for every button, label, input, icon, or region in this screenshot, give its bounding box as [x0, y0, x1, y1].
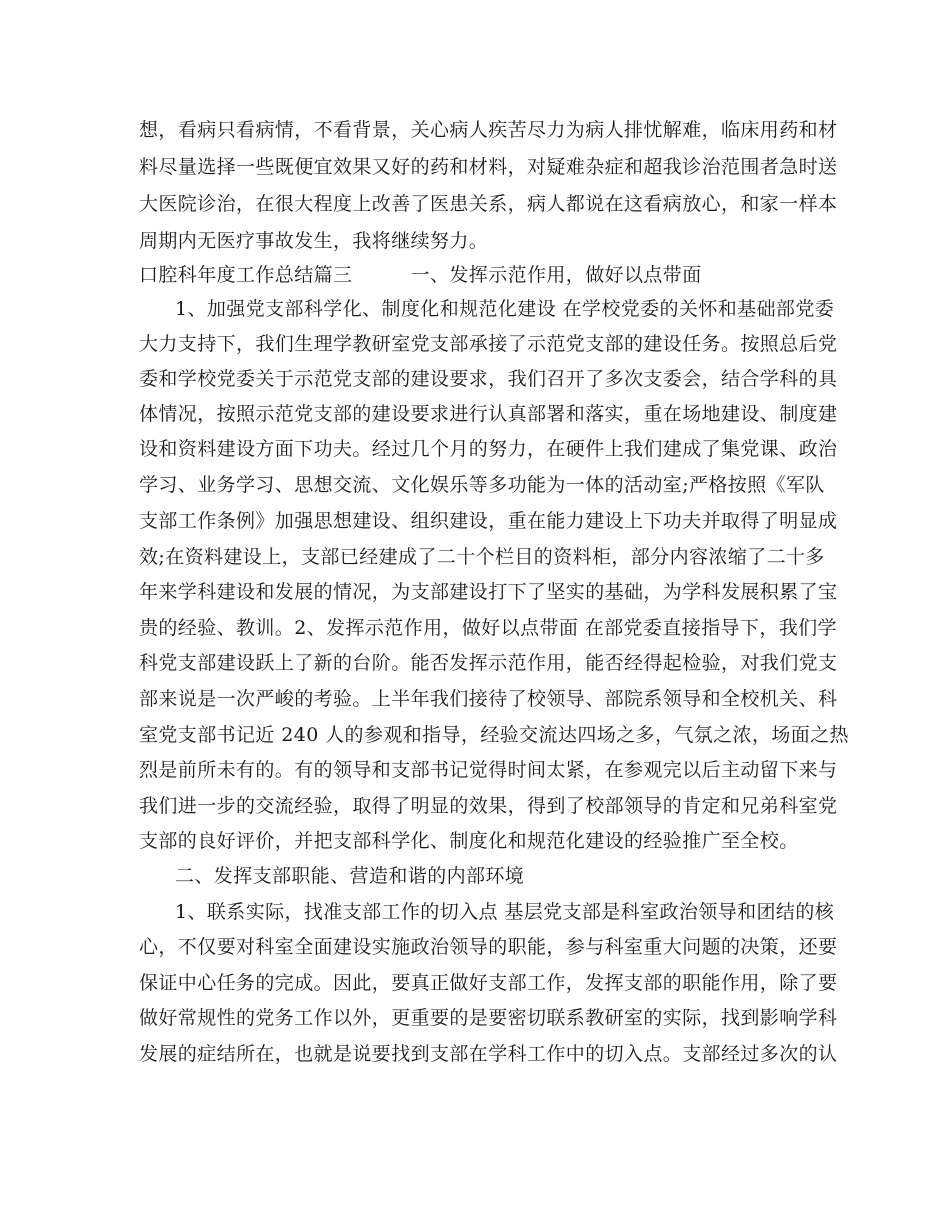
text-line: 做好常规性的党务工作以外，更重要的是要密切联系教研室的实际，找到影响学科 [139, 1007, 838, 1029]
text-line: 部来说是一次严峻的考验。上半年我们接待了校领导、部院系领导和全校机关、科 [139, 688, 838, 710]
text-line: 效;在资料建设上，支部已经建成了二十个栏目的资料柜，部分内容浓缩了二十多 [139, 546, 825, 568]
text-line: 烈是前所未有的。有的领导和支部书记觉得时间太紧，在参观完以后主动留下来与 [139, 759, 838, 781]
text-line: 想，看病只看病情，不看背景，关心病人疾苦尽力为病人排忧解难，临床用药和材 [139, 119, 838, 141]
text-line: 室党支部书记近 240 人的参观和指导，经验交流达四场之多，气氛之浓，场面之热 [139, 724, 849, 746]
text-line: 体情况，按照示范党支部的建设要求进行认真部署和落实，重在场地建设、制度建 [139, 403, 838, 425]
section-heading: 口腔科年度工作总结篇三 一、发挥示范作用，做好以点带面 [139, 264, 702, 286]
section-heading: 二、发挥支部职能、营造和谐的内部环境 [175, 865, 525, 887]
text-line: 大医院诊治，在很大程度上改善了医患关系，病人都说在这看病放心，和家一样本 [139, 193, 838, 215]
text-line: 科党支部建设跃上了新的台阶。能否发挥示范作用，能否经得起检验，对我们党支 [139, 652, 838, 674]
text-line: 支部的良好评价，并把支部科学化、制度化和规范化建设的经验推广至全校。 [139, 830, 799, 852]
text-line: 周期内无医疗事故发生，我将继续努力。 [139, 230, 489, 252]
text-line: 支部工作条例》加强思想建设、组织建设，重在能力建设上下功夫并取得了明显成 [139, 510, 838, 532]
text-line: 委和学校党委关于示范党支部的建设要求，我们召开了多次支委会，结合学科的具 [139, 368, 838, 390]
text-line: 贵的经验、教训。2、发挥示范作用，做好以点带面 在部党委直接指导下，我们学 [139, 617, 837, 639]
text-line: 发展的症结所在，也就是说要找到支部在学科工作中的切入点。支部经过多次的认 [139, 1043, 838, 1065]
text-line: 我们进一步的交流经验，取得了明显的效果，得到了校部领导的肯定和兄弟科室党 [139, 795, 838, 817]
text-line: 年来学科建设和发展的情况，为支部建设打下了坚实的基础，为学科发展积累了宝 [139, 581, 838, 603]
text-line: 1、联系实际，找准支部工作的切入点 基层党支部是科室政治领导和团结的核 [175, 901, 835, 923]
text-line: 1、加强党支部科学化、制度化和规范化建设 在学校党委的关怀和基础部党委 [175, 298, 835, 320]
text-line: 学习、业务学习、思想交流、文化娱乐等多功能为一体的活动室;严格按照《军队 [139, 474, 825, 496]
text-line: 料尽量选择一些既便宜效果又好的药和材料，对疑难杂症和超我诊治范围者急时送 [139, 156, 838, 178]
text-line: 心，不仅要对科室全面建设实施政治领导的职能，参与科室重大问题的决策，还要 [139, 936, 838, 958]
text-line: 保证中心任务的完成。因此，要真正做好支部工作，发挥支部的职能作用，除了要 [139, 972, 838, 994]
text-line: 大力支持下，我们生理学教研室党支部承接了示范党支部的建设任务。按照总后党 [139, 333, 838, 355]
text-line: 设和资料建设方面下功夫。经过几个月的努力，在硬件上我们建成了集党课、政治 [139, 438, 838, 460]
